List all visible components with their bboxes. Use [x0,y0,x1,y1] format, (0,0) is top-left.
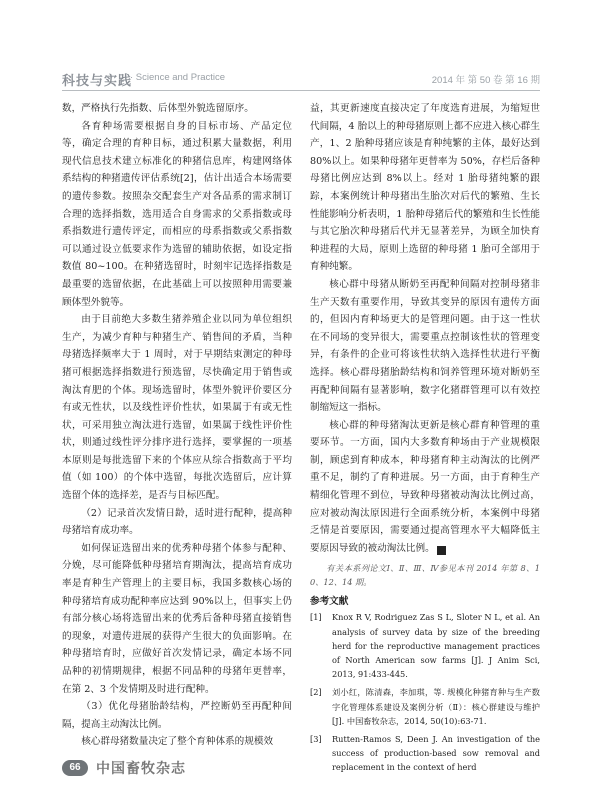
right-column [310,100,540,779]
issue-info: 2014 年 第 50 卷 第 16 期 [431,75,540,86]
reference-number: [3] [310,734,322,745]
reference-item [310,685,540,728]
left-column [62,100,292,751]
reference-item [310,732,540,775]
reference-number: [1] [310,612,322,623]
reference-text: 刘小红，陈清森，李加琪，等. 规模化种猪育种与生产数字化管理体系建设及案例分析（Ⅱ）：核心群建设与维护 [J]. 中国畜牧杂志，2014, 50(10):63-71. [332,687,540,726]
body-paragraph [62,100,292,118]
body-paragraph [310,417,540,558]
reference-item [310,610,540,681]
header-rule [62,90,540,91]
paragraph-text: 核心群母猪数量决定了整个育种体系的规模效 [81,736,274,748]
paragraph-text: （3）优化母猪胎龄结构，严控断奶至再配种间隔，提高主动淘汰比例。 [62,701,292,730]
body-paragraph [62,698,292,733]
reference-text: Rutten-Ramos S, Deen J. An investigation of the success of production-based sow removal and replacement in the context of herd [332,734,540,773]
series-note [310,561,540,589]
journal-name: 中国畜牧杂志 [96,761,186,777]
body-paragraph [310,100,540,276]
paragraph-text: 有关本系列论文Ⅰ、Ⅱ、Ⅲ、Ⅳ参见本刊 2014 年第 8、10、12、14 期。 [310,563,540,588]
paragraph-text: （2）记录首次发情日龄，适时进行配种，提高种母猪培育成功率。 [62,507,292,537]
body-paragraph [62,540,292,698]
section-brand-en: · Science and Practice [130,72,226,83]
reference-number: [2] [310,687,322,698]
paragraph-text: 如何保证选留出来的优秀种母猪个体参与配种、分娩，尽可能降低种母猪培育期淘汰，提高培育成功率是育种生产管理上的主要目标，我国多数核心场的种母猪培育成功配种率应达到 90%以上，但事实上仍有部分核心场将选留出来的优秀后备种母猪直接销售的现象，对遗传进展的获得产生很大的负面影响。在种母猪培育时，应做好首次发情记录，确定本场不同品种的初情期规律，根据不同品种的母猪年更替率，在第 2、3 个发情期及时进行配种。 [62,542,292,695]
paragraph-text: 由于目前绝大多数生猪养殖企业以同为单位组织生产，为减少育种与种猪生产、销售间的矛盾，当种母猪选择频率大于 1 周时，对于早期结束测定的种母猪可根据选择指数进行预选留，尽快确定用于销售或淘汰育肥的个体。现场选留时，体型外貌评价要区分有或无性状，以及线性评价性状，如果属于有或无性状，可采用独立淘汰进行选留，如果属于线性评价性状，则通过线性评分排序进行选择，要掌握的一项基本原则是每批选留下来的个体应从综合指数高于平均值（如 100）的个体中选留，每批次选留后，应计算选留个体的选择差，是否与目标匹配。 [62,314,292,502]
page-number-badge: 66 [62,760,88,776]
paragraph-text: 各育种场需要根据自身的目标市场、产品定位等，确定合理的育种目标，通过积累大量数据，利用现代信息技术建立标准化的种猪信息库，构建网络体系结构的种猪遗传评估系统[2]，估计出适合本场需要的遗传参数。按照杂交配套生产对各品系的需求制订合理的选择指数，选用适合自身需求的父系指数或母系指数进行遗传评定，而相应的母系指数或父系指数可以通过设立低要求作为选留的辅助依据，如设定指数值 80~100。在种猪选留时，时刻牢记选择指数是最重要的选留依据，在此基础上可以按照种用需要兼顾体型外貌等。 [62,120,292,308]
body-paragraph [62,118,292,312]
body-paragraph [62,505,292,540]
section-brand: 科技与实践 [62,73,133,88]
body-paragraph [62,311,292,505]
body-paragraph [62,733,292,751]
paragraph-text: 益，其更新速度直接决定了年度选育进展，为缩短世代间隔，4 胎以上的种母猪原则上都不应进入核心群生产，1、2 胎种母猪应该是育种纯繁的主体，最好达到 80%以上。如果种母猪年更替率为 50%，存栏后备种母猪比例应达到 8%以上。经对 1 胎母猪纯繁的跟踪，本案例统计种母猪出生胎次对后代的繁殖、生长性能影响分析表明，1 胎种母猪后代的繁殖和生长性能与其它胎次种母猪后代并无显著差异，为顾全加快育种进程的大局，原则上选留的种母猪 1 胎可全部用于育种纯繁。 [310,103,540,273]
paragraph-text: 核心群中母猪从断奶至再配种间隔对控制母猪非生产天数有重要作用，导致其变异的原因有遗传方面的，但因内育种场更大的是管理问题。由于这一性状在不同场的变异很大，需要重点控制该性状的管理变异，有条件的企业可将该性状纳入选择性状进行平衡选择。核心群母猪胎龄结构和饲养管理环境对断奶至再配种间隔有显著影响，数字化猪群管理可以有效控制缩短这一指标。 [310,278,540,414]
page-footer [62,758,262,780]
article-end-mark: A [437,546,446,555]
references-heading: 参考文献 [310,596,349,608]
page-header [62,70,540,86]
reference-text: Knox R V, Rodriguez Zas S L, Sloter N L, et al. An analysis of survey data by size of the breeding herd for the reproductive management practices of North American sow farms [J]. J Anim Sci, 2013, 91:433-445. [332,612,540,680]
paragraph-text: 核心群的种母猪淘汰更新是核心群育种管理的重要环节。一方面，国内大多数育种场由于产业规模限制，顾虑到育种成本，种母猪育种主动淘汰的比例严重不足，制约了育种进展。另一方面，由于育种生产精细化管理不到位，导致种母猪被动淘汰比例过高，应对被动淘汰原因进行全面系统分析，本案例中母猪乏情是首要原因，需要通过提高管理水平大幅降低主要原因导致的被动淘汰比例。 [310,419,540,554]
paragraph-text: 数，严格执行先指数、后体型外貌选留原序。 [62,103,254,114]
body-paragraph [310,276,540,417]
